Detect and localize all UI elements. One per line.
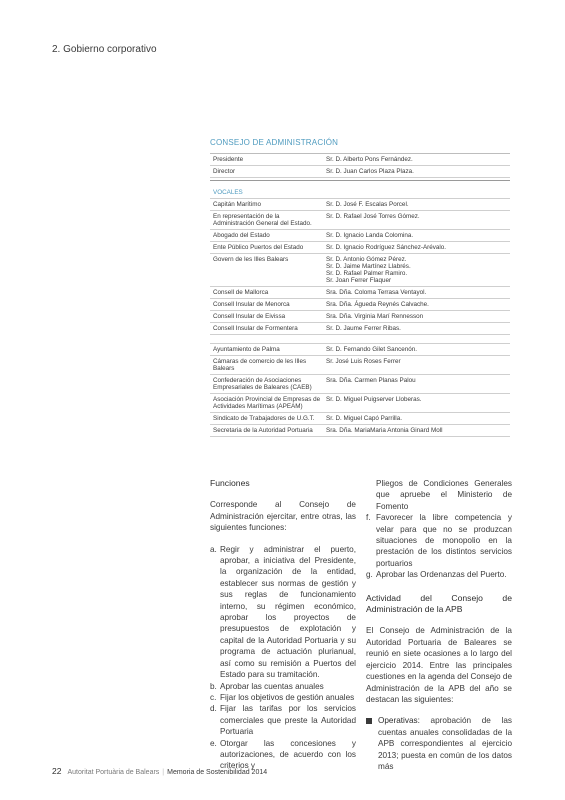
list-text: Fijar los objetivos de gestión anuales — [220, 692, 355, 702]
table-row — [210, 311, 510, 323]
role-cell: Govern de les Illes Balears — [213, 256, 289, 263]
role-cell: Presidente — [213, 156, 244, 163]
table-row — [210, 425, 510, 437]
list-text: Aprobar las Ordenanzas del Puerto. — [376, 570, 507, 580]
table-row — [210, 356, 510, 375]
list-letter: a. — [210, 544, 217, 554]
name-cell: Sr. D. Miguel Capó Parrilla. — [326, 415, 402, 422]
name-cell: Sr. D. Ignacio Rodríguez Sánchez-Arévalo. — [326, 244, 447, 251]
page-footer — [52, 766, 267, 776]
table-row — [210, 344, 510, 356]
name-cell: Sr. D. Ignacio Landa Colomina. — [326, 232, 414, 239]
name-cell: Sr. D. Juan Carlos Plaza Plaza. — [326, 168, 414, 175]
table-row — [210, 254, 510, 287]
role-cell: Director — [213, 168, 236, 175]
name-cell: Sr. D. José F. Escalas Porcel. — [326, 201, 409, 208]
funciones-list-cont — [366, 512, 512, 580]
role-cell: En representación de la Administración General del Estado. — [213, 213, 312, 227]
role-cell: Cámaras de comercio de les Illes Balears — [213, 358, 307, 372]
name-cell: Sra. Dña. Coloma Terrasa Ventayol. — [326, 289, 427, 296]
list-item — [210, 703, 356, 737]
table-row — [210, 394, 510, 413]
list-letter: c. — [210, 692, 217, 702]
table-row — [210, 413, 510, 425]
funciones-continuation: Pliegos de Condiciones Generales que apruebe el Ministerio de Fomento — [376, 479, 512, 511]
operativas-bullet — [366, 715, 512, 772]
role-cell: Ayuntamiento de Palma — [213, 346, 280, 353]
role-cell: Consell Insular de Eivissa — [213, 313, 286, 320]
list-letter: d. — [210, 704, 217, 714]
table-row — [210, 211, 510, 230]
list-item — [210, 681, 356, 692]
name-cell: Sr. D. Jaume Ferrer Ribas. — [326, 325, 401, 332]
square-bullet-icon — [366, 718, 372, 724]
list-item — [210, 544, 356, 681]
section-header: 2. Gobierno corporativo — [52, 44, 157, 55]
page-number: 22 — [52, 766, 62, 776]
name-cell: Sr. D. Miguel Puigserver Lloberas. — [326, 396, 422, 403]
list-text: Favorecer la libre competencia y velar para que no se produzcan situaciones de monopolio en la prestación de los distintos servicios portuarios — [376, 513, 512, 568]
role-cell: Secretaria de la Autoridad Portuaria — [213, 427, 313, 434]
role-cell: Abogado del Estado — [213, 232, 270, 239]
list-item — [366, 512, 512, 569]
table-row — [210, 242, 510, 254]
table-row — [210, 323, 510, 335]
table-row — [210, 287, 510, 299]
name-cell: Sr. D. Antonio Gómez Pérez. Sr. D. Jaime Martínez Llabrés. Sr. D. Rafael Palmer Ramiro. Sr. Joan Ferrer Flaquer — [326, 256, 411, 284]
vocales-rows — [210, 199, 510, 335]
list-text: Otorgar las concesiones y autorizaciones, de acuerdo con los criterios y — [220, 738, 356, 771]
funciones-heading: Funciones — [210, 478, 250, 488]
list-item — [210, 692, 356, 703]
role-cell: Confederación de Asociaciones Empresariales de Baleares (CAEB) — [213, 377, 312, 391]
right-column — [366, 478, 512, 772]
name-cell: Sra. Dña. Águeda Reynés Calvache. — [326, 301, 429, 308]
role-cell: Capitán Marítimo — [213, 201, 261, 208]
list-text: Regir y administrar el puerto, aprobar, a iniciativa del Presidente, la organización de la entidad, establecer sus normas de gestión y sus reglas de funcionamiento interno, su régimen económico, aprobar los proyectos de presupuestos de explotación y capital de la Autoridad Portuaria y su programa de actuación plurianual, así como su remisión a Puertos del Estado para su tramitación. — [220, 544, 356, 680]
name-cell: Sr. D. Rafael José Torres Gómez. — [326, 213, 420, 220]
funciones-list — [210, 544, 356, 772]
council-table — [210, 138, 510, 437]
list-text: Aprobar las cuentas anuales — [220, 681, 324, 691]
left-column — [210, 478, 356, 772]
table-row — [210, 299, 510, 311]
actividad-paragraph: El Consejo de Administración de la Autoridad Portuaria de Baleares se reunió en siete ocasiones a lo largo del ejercicio 2014. Entre las principales cuestiones en la agenda del Consejo de Administración de la APB del año se destacan las siguientes: — [366, 626, 512, 704]
actividad-heading: Actividad del Consejo de Administración de la APB — [366, 592, 512, 615]
list-text: Fijar las tarifas por los servicios comerciales que preste la Autoridad Portuaria — [220, 704, 356, 737]
bullet-content — [378, 715, 512, 772]
table-row — [210, 166, 510, 178]
other-rows — [210, 344, 510, 437]
table-row — [210, 199, 510, 211]
bullet-label: Operativas: — [378, 716, 420, 726]
list-letter: e. — [210, 738, 217, 748]
role-cell: Ente Público Puertos del Estado — [213, 244, 304, 251]
table-row — [210, 375, 510, 394]
role-cell: Asociación Provincial de Empresas de Actividades Marítimas (APEAM) — [213, 396, 321, 410]
list-item — [366, 569, 512, 580]
table-title: CONSEJO DE ADMINISTRACIÓN — [210, 138, 339, 147]
list-letter: b. — [210, 681, 217, 691]
name-cell: Sra. Dña. Virginia Marí Rennesson — [326, 313, 424, 320]
list-letter: g. — [366, 570, 373, 580]
name-cell: Sra. Dña. Carmen Planas Palou — [326, 377, 416, 384]
name-cell: Sr. D. Alberto Pons Fernández. — [326, 156, 413, 163]
funciones-intro: Corresponde al Consejo de Administración ejercitar, entre otras, las siguientes funciones: — [210, 500, 356, 533]
bullet-text: aprobación de las cuentas anuales consolidadas de la APB correspondientes al ejercicio 2013; puesta en común de los datos más — [378, 716, 512, 771]
role-cell: Consell Insular de Formentera — [213, 325, 298, 332]
role-cell: Consell Insular de Menorca — [213, 301, 290, 308]
footer-doc-title: Memoria de Sostenibilidad 2014 — [167, 769, 268, 776]
footer-org: Autoritat Portuària de Balears — [67, 769, 160, 776]
list-letter: f. — [366, 513, 371, 523]
table-gap — [210, 335, 510, 344]
footer-separator: | — [162, 769, 165, 776]
role-cell: Sindicato de Trabajadores de U.G.T. — [213, 415, 315, 422]
name-cell: Sr. José Luis Roses Ferrer — [326, 358, 401, 365]
name-cell: Sra. Dña. MariaMaria Antonia Ginard Moll — [326, 427, 443, 434]
vocales-label: VOCALES — [210, 180, 510, 199]
table-row — [210, 153, 510, 166]
table-row — [210, 230, 510, 242]
name-cell: Sr. D. Fernando Gilet Sancenón. — [326, 346, 418, 353]
role-cell: Consell de Mallorca — [213, 289, 269, 296]
top-rows — [210, 153, 510, 178]
